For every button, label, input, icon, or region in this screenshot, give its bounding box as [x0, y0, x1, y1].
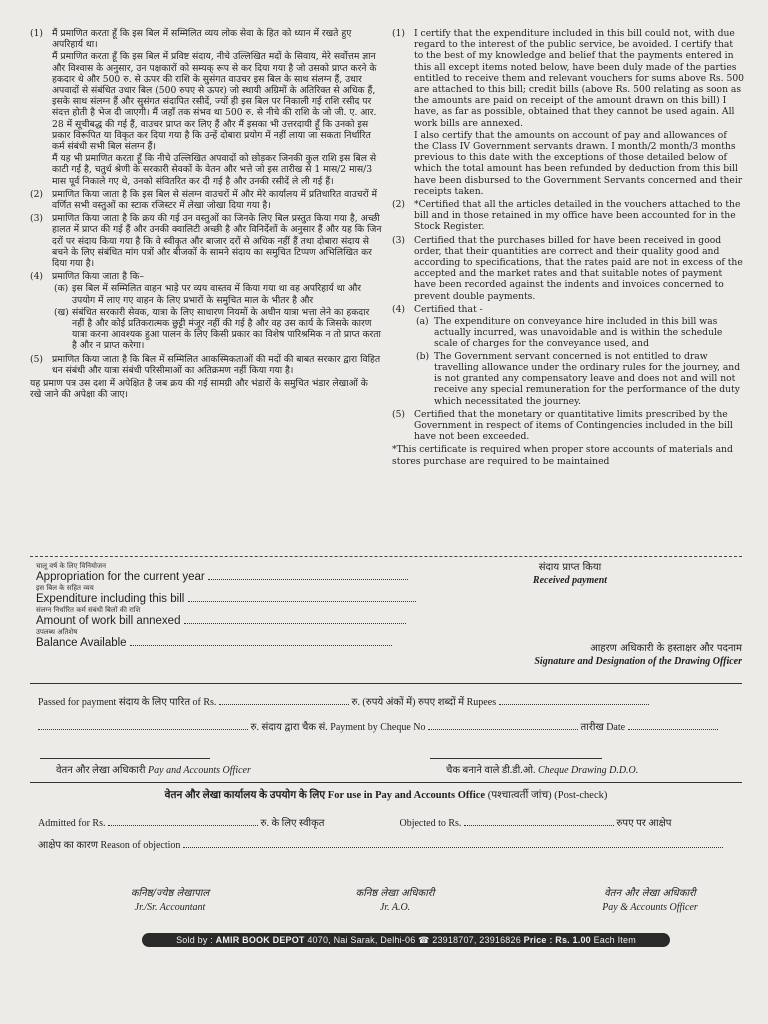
hindi-cert-5: (5) प्रमाणित किया जाता है कि बिल में सम्मिलित आकस्मिकताओं की मदों की बाबत सरकार द्वारा विहित धन संबंधी और यात्रा संबंधी परिसीमाओं का अतिक्रमण नहीं किया गया है।: [30, 353, 381, 376]
sig-accountant: कनिष्ठ/ज्येष्ठ लेखापाल Jr./Sr. Accountant: [130, 888, 210, 913]
english-cert-4: (4) Certified that - (a) The expenditure on conveyance hire included in this bill was actually incurred, was unavoidable and is within the schedule scale of charges for the conveyance used, and (b) The Government servant concerned is not entitled to draw travelling allowance under the ordinary rules for the journey, and is not granted any compensatory leave and does not and will not receive any special remuneration for the performance of the duty which necessitated the journey.: [392, 304, 744, 407]
admitted-line: Admitted for Rs. रु. के लिए स्वीकृत Objected to Rs. रुपए पर आक्षेप: [38, 818, 672, 829]
divider-top: [30, 556, 742, 557]
english-cert-4-a: (a) The expenditure on conveyance hire included in this bill was actually incurred, was unavoidable and is within the schedule scale of charges for the conveyance used, and: [416, 316, 723, 350]
passed-payment-line: Passed for payment संदाय के लिए पारित of Rs. रु. (रुपये अंकों में) रुपए शब्दों में Rupees: [38, 695, 649, 709]
budget-block: [36, 562, 496, 650]
budget-expenditure: इस बिल के सहित व्यय Expenditure including this bill: [36, 584, 496, 606]
footer-banner: Sold by : AMIR BOOK DEPOT 4070, Nai Sarak, Delhi-06 ☎ 23918707, 23916826 Price : Rs. 1.00 Each Item: [142, 933, 670, 947]
divider-budget: [30, 683, 742, 684]
budget-balance: उपलब्ध अतिशेष Balance Available: [36, 628, 496, 650]
english-certificates: [392, 28, 744, 467]
hindi-cert-4-a: (क) इस बिल में सम्मिलित वाहन भाड़े पर व्यय वास्तव में किया गया था वह अपरिहार्य था और उपयोग में लाए गए वाहन के लिए प्रभारों के समुचित माल के भीतर है और: [54, 283, 361, 306]
sig-pao: वेतन और लेखा अधिकारी Pay & Accounts Officer: [602, 888, 698, 913]
english-cert-4-b: (b) The Government servant concerned is not entitled to draw travelling allowance under the ordinary rules for the journey, and is not granted any compensatory leave and does not and will not receive any special remuneration for the performance of the duty which necessitated the journey.: [416, 350, 741, 407]
english-note: *This certificate is required when proper store accounts of materials and stores purchase are required to be maintained: [392, 444, 733, 467]
english-cert-5: (5) Certified that the monetary or quantitative limits prescribed by the Government in respect of items of Contingencies included in the bill have not been exceeded.: [392, 408, 733, 443]
hindi-cert-1: (1) मैं प्रमाणित करता हूँ कि इस बिल में सम्मिलित व्यय लोक सेवा के हित को ध्यान में रखते हुए अपरिहार्य था। मैं प्रमाणित करता हूँ कि इस बिल में प्रविष्ट संदाय, नीचे उल्लिखित मदों के सिवाय, मेरे सर्वोत्तम ज्ञान और विश्वास के अनुसार, उन पक्षकारों को सम्यक् रूप से कर दिया गया है जो उसको प्राप्त करने के हकदार थे और 500 रु. से ऊपर की राशि के सुसंगत वाउचर इस बिल के साथ संलग्न हैं, उधार अपवादों से संबंधित उधार बिल (500 रुपए से ऊपर) जो स्थायी अग्रिमों के अतिरिक्त से अधिक हैं, इसके साथ संलग्न हैं और सुसंगत संदापित रसीदें, ज्यों ही इस बिल पर निकाली गई राशि रसीद पर संदत्त होती है भेज दी जाएगी। मैं जहाँ तक संभव था 500 रु. से नीचे की राशि के जो जी. ए. आर. 28 में सूचीबद्ध की गई हैं, वाउचर प्राप्त कर लिए हैं और मैं इसका भी उत्तरदायी हूँ कि उनको इस प्रकार विरूपित या विकृत कर दिया गया है कि उन्हें दोबारा प्रयोग में नहीं लाया जा सकता निर्धारित कर्म संबंधी सभी बिल संलग्न हैं। मैं यह भी प्रमाणित करता हूँ कि नीचे उल्लिखित अपवादों को छोड़कर जिनकी कुल राशि इस बिल से काटी गई है, चतुर्थ श्रेणी के सरकारी सेवकों के वेतन और भत्ते जो इस तारीख से 1 मास/2 मास/3 मास पूर्व निकाले गए थे, उनको संवितरित कर दी गई है और उनकी रसीदें ले ली गई हैं।: [30, 28, 377, 187]
hindi-cert-4-b: (ख) संबंधित सरकारी सेवक, यात्रा के लिए साधारण नियमों के अधीन यात्रा भत्ता लेने का हकदार नहीं है और कोई प्रतिकरात्मक छुट्टी मंजूर नहीं की गई है और वह उस कार्य के जिसके कारण यात्रा करना आवश्यक हुआ पालन के लिए किसी प्रकार का विशेष पारिश्रमिक न तो प्राप्त करता है और न प्राप्त करेगा।: [54, 306, 381, 352]
post-check-heading: वेतन और लेखा कार्यालय के उपयोग के लिए For use in Pay and Accounts Office (पश्चात्वर्ती जांच) (Post-check): [164, 790, 608, 801]
received-payment: संदाय प्राप्त किया Received payment: [532, 562, 608, 586]
hindi-cert-3: (3) प्रमाणित किया जाता है कि क्रय की गई उन वस्तुओं का जिनके लिए बिल प्रस्तुत किया गया है, अच्छी हालत में प्राप्त की गई हैं और उनकी क्वालिटी अच्छी है और विनिर्देशों के अनुसार हैं और यह कि जिन दरों पर संदाय किया गया है कि वे स्वीकृत और बाजार दरों से अधिक नहीं हैं तथा दोबारा संदाय से बचने के लिए संबंधित मांग पत्रों और बीजकों के सामने संदाय का समुचित टिप्पण अभिलिखित कर दिया गया है।: [30, 213, 382, 270]
english-cert-2: (2) *Certified that all the articles detailed in the vouchers attached to the bill and in those retained in my office have been accounted for in the Stock Register.: [392, 199, 741, 233]
drawing-officer-signature: आहरण अधिकारी के हस्ताक्षर और पदनाम Signature and Designation of the Drawing Officer: [534, 643, 742, 667]
cheque-line: रु. संदाय द्वारा चैक सं. Payment by Cheque No तारीख Date: [38, 720, 718, 734]
hindi-note: यह प्रमाण पत्र उस दशा में अपेक्षित है जब क्रय की गई सामग्री और भंडारों के समुचित भंडार लेखाओं के रखे जाने की अपेक्षा की जाए।: [30, 378, 368, 401]
hindi-cert-4: (4) प्रमाणित किया जाता है कि– (क) इस बिल में सम्मिलित वाहन भाड़े पर व्यय वास्तव में किया गया था वह अपरिहार्य था और उपयोग में लाए गए वाहन के लिए प्रभारों के समुचित माल के भीतर है और (ख) संबंधित सरकारी सेवक, यात्रा के लिए साधारण नियमों के अधीन यात्रा भत्ता लेने का हकदार नहीं है और कोई प्रतिकरात्मक छुट्टी मंजूर नहीं की गई है और वह उस कार्य के जिसके कारण यात्रा करना आवश्यक हुआ पालन के लिए किसी प्रकार का विशेष पारिश्रमिक न तो प्राप्त करता है और न प्राप्त करेगा।: [30, 271, 381, 352]
budget-work-bill: संलग्न निर्धारित कर्म संबंधी बिलों की राशि Amount of work bill annexed: [36, 606, 496, 628]
cddo-sign-rule: [430, 758, 602, 759]
cheque-drawing-ddo: चैक बनाने वाले डी.डी.ओ. Cheque Drawing D.D.O.: [446, 765, 639, 776]
phone-icon: ☎: [418, 935, 430, 945]
pao-sign-rule: [40, 758, 210, 759]
pay-accounts-officer: वेतन और लेखा अधिकारी Pay and Accounts Officer: [56, 765, 251, 776]
english-cert-3: (3) Certified that the purchases billed for have been received in good order, that their quantities are correct and their quality good and according to specifications, that the rates paid are not in excess of the accepted and the market rates and that suitable notes of payment have been recorded against the indents and invoices concerned to prevent double payments.: [392, 234, 743, 302]
sig-jr-ao: कनिष्ठ लेखा अधिकारी Jr. A.O.: [355, 888, 435, 913]
divider-post-check: [30, 782, 742, 783]
hindi-certificates: [30, 28, 382, 401]
hindi-cert-2: (2) प्रमाणित किया जाता है कि इस बिल से संलग्न वाउचरों में और मेरे कार्यालय में प्रतिधारित वाउचरों में वर्णित सभी वस्तुओं का स्टाक रजिस्टर में लेखा जोखा दिया गया है।: [30, 188, 378, 212]
budget-appropriation: चालू वर्ष के लिए विनियोजन Appropriation for the current year: [36, 562, 496, 584]
objection-reason-line: आक्षेप का कारण Reason of objection: [38, 838, 723, 852]
english-cert-1: (1) I certify that the expenditure included in this bill could not, with due regard to the interest of the public service, be avoided. I certify that to the best of my knowledge and belief that the payments entered in this all except items noted below, have been duly made of the parties entitled to receive them and relevant vouchers for sums above Rs. 500 are attached to this bill; credit bills (above Rs. 500 relating as soon as the amounts are paid on receipt of the amount drawn on this bill) I have, as far as possible, obtained that they cannot be used again. All work bills are annexed. I also certify that the amounts on account of pay and allowances of the Class IV Government servants drawn. I month/2 month/3 months previous to this date with the exceptions of those detailed below of which the total amount has been refunded by deduction from this bill have been disbursed to the Government Servants concerned and their receipts taken.: [392, 28, 745, 197]
